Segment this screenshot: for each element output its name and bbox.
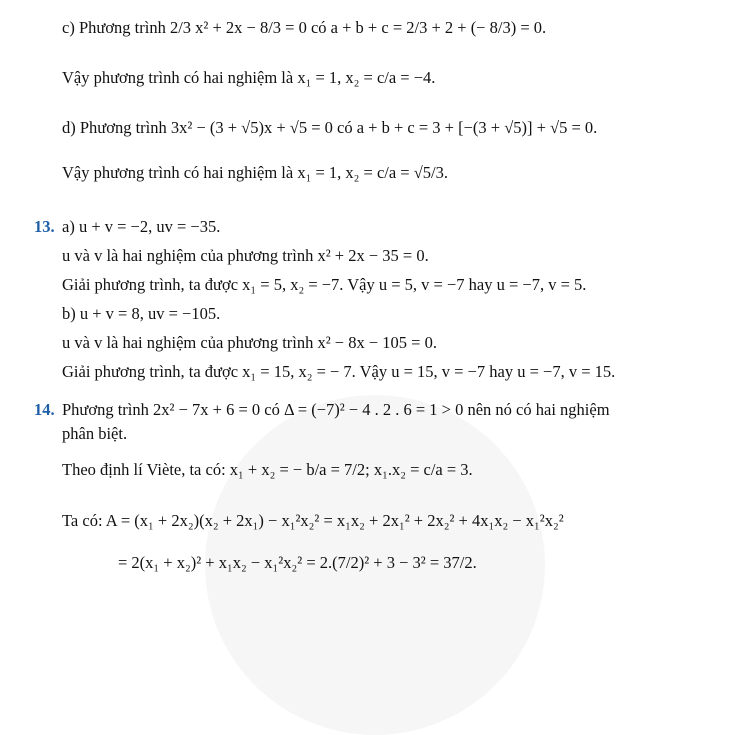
line-c-equation: c) Phương trình 2/3 x² + 2x − 8/3 = 0 có a + b + c = 2/3 + 2 + (− 8/3) = 0.: [62, 18, 547, 37]
line-13b: b) u + v = 8, uv = −105.: [62, 304, 221, 323]
line-d-equation: d) Phương trình 3x² − (3 + √5)x + √5 = 0 có a + b + c = 3 + [−(3 + √5)] + √5 = 0.: [62, 118, 598, 137]
line-c-conclusion: Vậy phương trình có hai nghiệm là x₁ = 1, x₂ = c/a = −4.: [62, 68, 436, 87]
line-14-discriminant: Phương trình 2x² − 7x + 6 = 0 có Δ = (−7)² − 4 . 2 . 6 = 1 > 0 nên nó có hai nghiệm: [62, 400, 610, 419]
line-13a-solution: Giải phương trình, ta được x₁ = 5, x₂ = −7. Vậy u = 5, v = −7 hay u = −7, v = 5.: [62, 275, 587, 294]
line-13b-solution: Giải phương trình, ta được x₁ = 15, x₂ = − 7. Vậy u = 15, v = −7 hay u = −7, v = 15.: [62, 362, 616, 381]
line-13a-roots: u và v là hai nghiệm của phương trình x² + 2x − 35 = 0.: [62, 246, 429, 265]
line-14-viete: Theo định lí Viète, ta có: x₁ + x₂ = − b/a = 7/2; x₁.x₂ = c/a = 3.: [62, 460, 473, 479]
line-13a: a) u + v = −2, uv = −35.: [62, 217, 221, 236]
line-14-distinct: phân biệt.: [62, 424, 128, 443]
problem-number-14: 14.: [34, 400, 55, 419]
line-14-result: = 2(x₁ + x₂)² + x₁x₂ − x₁²x₂² = 2.(7/2)² + 3 − 3² = 37/2.: [118, 553, 477, 572]
problem-number-13: 13.: [34, 217, 55, 236]
line-13b-roots: u và v là hai nghiệm của phương trình x² − 8x − 105 = 0.: [62, 333, 437, 352]
line-d-conclusion: Vậy phương trình có hai nghiệm là x₁ = 1, x₂ = c/a = √5/3.: [62, 163, 448, 182]
line-14-expression: Ta có: A = (x₁ + 2x₂)(x₂ + 2x₁) − x₁²x₂² = x₁x₂ + 2x₁² + 2x₂² + 4x₁x₂ − x₁²x₂²: [62, 511, 564, 530]
